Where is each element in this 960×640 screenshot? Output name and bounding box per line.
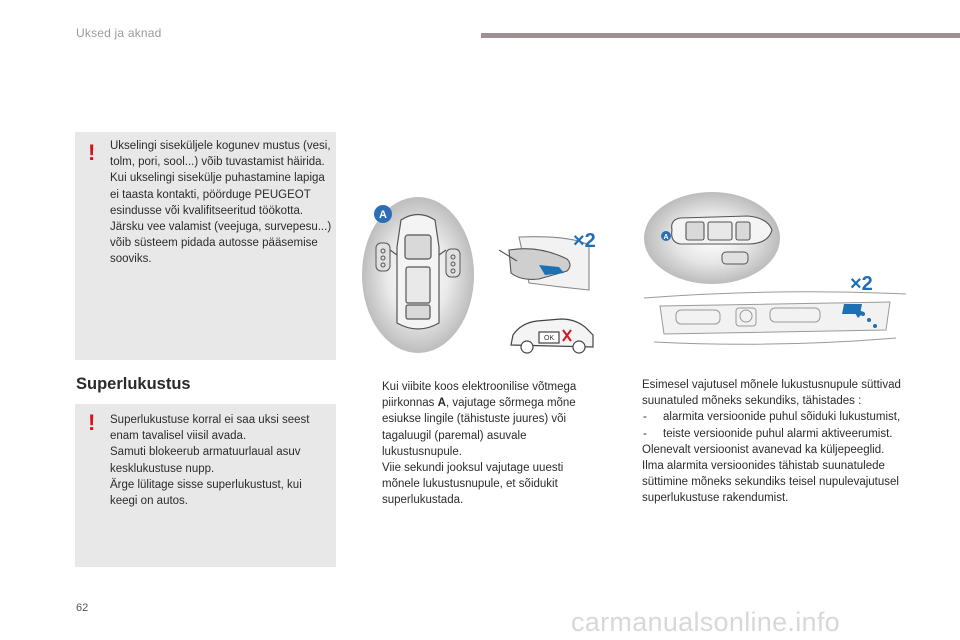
ok-panel-label: OK bbox=[544, 335, 555, 342]
note-line: Ärge lülitage sisse superlukustust, kui keegi on autos. bbox=[110, 478, 302, 508]
header-bar bbox=[481, 33, 960, 38]
door-handle-illustration bbox=[349, 195, 605, 365]
paragraph: Esimesel vajutusel mõnele lukustusnupule süttivad suunatuled mõneks sekundiks, tähistades : bbox=[642, 379, 901, 408]
zone-label: A bbox=[379, 209, 387, 221]
zone-reference: A bbox=[437, 397, 446, 410]
note-line: Superlukustuse korral ei saa uksi seest enam tavalisel viisil avada. bbox=[110, 414, 310, 443]
note-line: Ukselingi siseküljele kogunev mustus (vesi, tolm, pori, sool...) võib tuvastamist häirida. bbox=[110, 140, 331, 169]
chapter-title: Uksed ja aknad bbox=[76, 26, 162, 40]
note-line: Kui ukselingi sisekülje puhastamine lapiga ei taasta kontakti, pöörduge PEUGEOT esindusse või kvalifitseeritud töökotta. bbox=[110, 172, 325, 217]
zone-label: A bbox=[663, 234, 669, 241]
note-line: Järsku vee valamist (veejuga, survepesu...) võib süsteem pidada autosse pääsemise sooviks. bbox=[110, 221, 332, 266]
watermark: carmanualsonline.info bbox=[571, 607, 840, 637]
page-number: 62 bbox=[76, 602, 89, 614]
paragraph: Ilma alarmita versioonides tähistab suunatulede süttimine mõneks sekundiks teisel nupulevajutusel superlukustuse rakendumist. bbox=[642, 460, 899, 505]
warning-exclamation-icon: ! bbox=[88, 410, 96, 435]
list-item: - alarmita versioonide puhul sõiduki lukustumist, bbox=[643, 411, 901, 424]
note-line: Samuti blokeerub armatuurlaual asuv kesklukustuse nupp. bbox=[110, 446, 301, 475]
press-multiplier: ×2 bbox=[573, 230, 596, 252]
tailgate-icon bbox=[644, 292, 906, 345]
press-multiplier: ×2 bbox=[850, 273, 873, 295]
warning-note-cleaning bbox=[75, 132, 336, 360]
warning-exclamation-icon: ! bbox=[88, 140, 96, 165]
list-item: - teiste versioonide puhul alarmi aktiveerumist. bbox=[643, 427, 893, 440]
signalling-description bbox=[642, 377, 912, 507]
electronic-key-icon bbox=[722, 252, 748, 264]
warning-note-superlock bbox=[75, 404, 336, 567]
paragraph: Olenevalt versioonist avanevad ka küljepeeglid. bbox=[642, 443, 885, 456]
warning-note-text bbox=[110, 138, 332, 268]
section-title: Superlukustus bbox=[76, 375, 191, 393]
procedure-steps bbox=[357, 379, 602, 509]
step-item: Viie sekundi jooksul vajutage uuesti mõnele lukustusnupule, et sõidukit superlukustada. bbox=[382, 462, 564, 507]
car-top-view-icon bbox=[672, 216, 772, 244]
tailgate-button-illustration bbox=[640, 180, 910, 360]
step-item: Kui viibite koos elektroonilise võtmega piirkonnas A, vajutage sõrmega mõne esiukse lingile (tähistuste juures) või tagaluugil (paremal) asuvale lukustusnupule. bbox=[382, 381, 577, 458]
warning-note-text bbox=[110, 412, 332, 509]
